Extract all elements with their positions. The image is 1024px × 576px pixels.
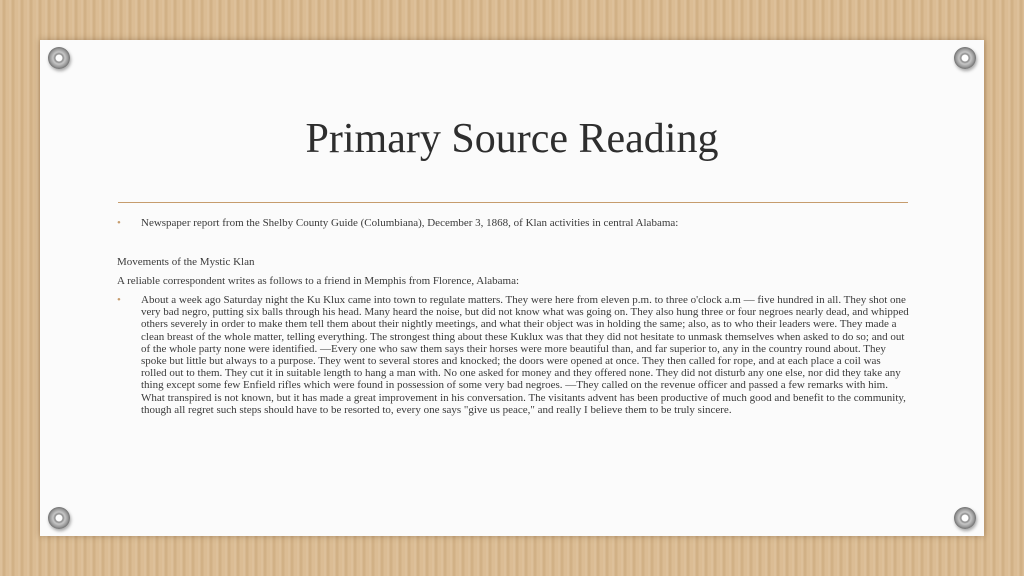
thumbtack-icon bbox=[48, 47, 70, 69]
bullet-item-article bbox=[117, 294, 909, 416]
article-paragraph: About a week ago Saturday night the Ku Klux came into town to regulate matters. They were here from eleven p.m. to three o'clock a.m — five hundred in all. They shot one very bad negro, putting six balls through his head. Many heard the noise, but did not know what was going on. They also hung three or four negroes nearly dead, and whipped others severely in order to make them tell them about their nightly meetings, and what their object was in holding the same; also, as to who their leaders were. They made a clean breast of the whole matter, telling everything. The strongest thing about these Kuklux was that they did not hesitate to unmask themselves when asked to do so; and out of the whole party none were identified. —Every one who saw them says their horses were more beautiful than, and far superior to, any in the country round about. They spoke but little but always to a purpose. They went to several stores and knocked; the doors were opened at once. They then called for rope, and at each place a coil was rolled out to them. They cut it in suitable length to hang a man with. No one asked for money and they offered none. They did not disturb any one else, nor did they take any thing except some few Enfield rifles which were found in possession of some very bad negroes. —They called on the revenue officer and passed a few remarks with him. What transpired is not known, but it has made a great improvement in his conversation. The visitants advent has been productive of much good and benefit to the community, though all regret such steps should have to be resorted to, every one says "give us peace," and really I believe them to be truly sincere. bbox=[141, 294, 909, 416]
thumbtack-icon bbox=[954, 47, 976, 69]
thumbtack-icon bbox=[48, 507, 70, 529]
slide-title: Primary Source Reading bbox=[305, 116, 719, 162]
bullet-text: Newspaper report from the Shelby County Guide (Columbiana), December 3, 1868, of Klan activities in central Alabama: bbox=[141, 217, 679, 229]
slide-body bbox=[117, 217, 909, 416]
title-divider bbox=[118, 202, 908, 203]
bullet-icon: • bbox=[117, 217, 121, 229]
bullet-icon: • bbox=[117, 294, 121, 306]
article-heading: Movements of the Mystic Klan bbox=[117, 256, 255, 268]
thumbtack-icon bbox=[954, 507, 976, 529]
article-intro: A reliable correspondent writes as follows to a friend in Memphis from Florence, Alabama: bbox=[117, 275, 520, 287]
bullet-item-source bbox=[117, 217, 909, 230]
